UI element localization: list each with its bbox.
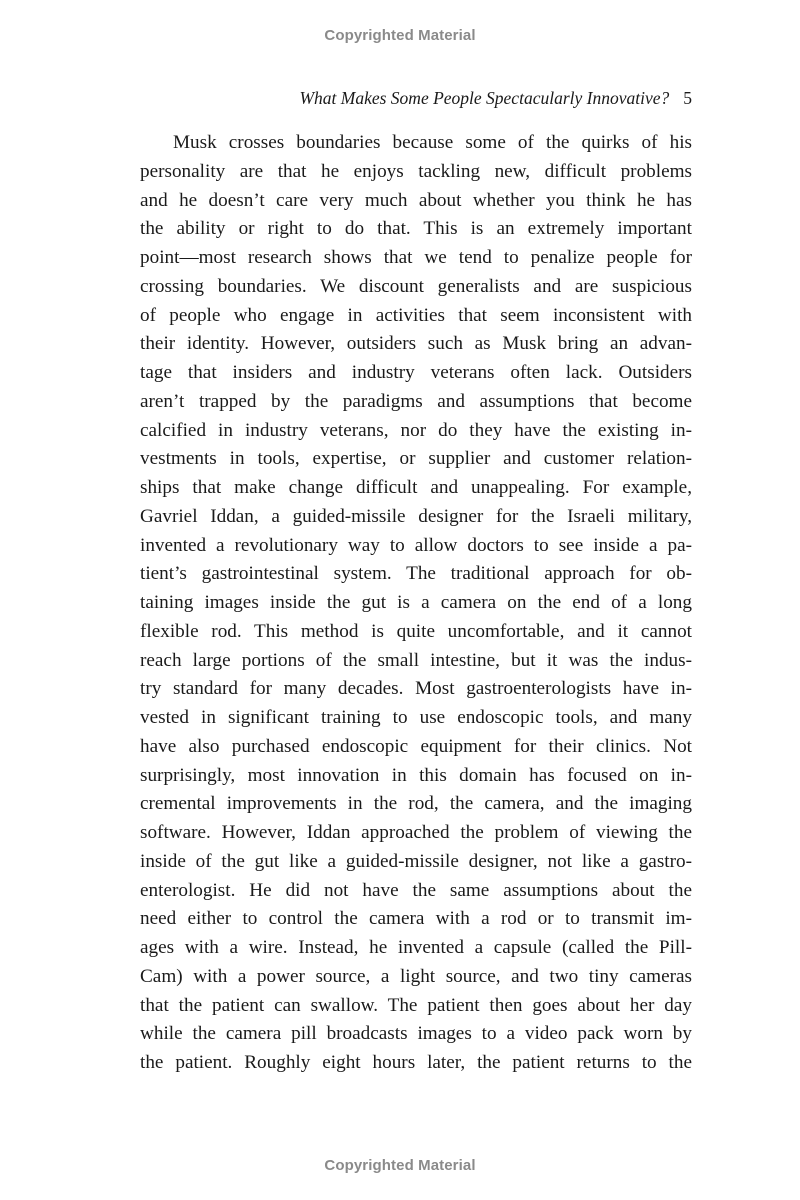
text-line: surprisingly, most innovation in this domain has focused on in- xyxy=(140,764,692,786)
text-line: while the camera pill broadcasts images to a video pack worn by xyxy=(140,1023,692,1045)
text-line: calcified in industry veterans, nor do they have the existing in- xyxy=(140,419,692,441)
text-line: software. However, Iddan approached the problem of viewing the xyxy=(140,822,692,843)
text-line: the ability or right to do that. This is an extremely important xyxy=(140,218,692,240)
text-line: and he doesn’t care very much about whether you think he has xyxy=(140,189,692,211)
text-line: crossing boundaries. We discount generalists and are suspicious xyxy=(140,275,692,297)
text-line: ships that make change difficult and unappealing. For example, xyxy=(140,477,692,498)
text-line: the patient. Roughly eight hours later, the patient returns to the xyxy=(140,1052,692,1073)
text-line: point—most research shows that we tend to penalize people for xyxy=(140,247,692,268)
text-line: ages with a wire. Instead, he invented a capsule (called the Pill- xyxy=(140,937,692,958)
text-line: inside of the gut like a guided-missile designer, not like a gastro- xyxy=(140,850,692,872)
text-line: Cam) with a power source, a light source, and two tiny cameras xyxy=(140,965,692,987)
text-line: vested in significant training to use endoscopic tools, and many xyxy=(140,707,692,728)
text-line: need either to control the camera with a rod or to transmit im- xyxy=(140,908,692,930)
running-header xyxy=(140,88,692,109)
text-line: invented a revolutionary way to allow doctors to see inside a pa- xyxy=(140,534,692,556)
text-line: tient’s gastrointestinal system. The traditional approach for ob- xyxy=(140,563,692,585)
text-line: Musk crosses boundaries because some of the quirks of his xyxy=(173,132,692,153)
text-line: of people who engage in activities that seem inconsistent with xyxy=(140,304,692,326)
page-number: 5 xyxy=(683,88,692,108)
text-line: try standard for many decades. Most gastroenterologists have in- xyxy=(140,678,692,700)
text-line: flexible rod. This method is quite uncomfortable, and it cannot xyxy=(140,620,692,642)
text-line: Gavriel Iddan, a guided-missile designer for the Israeli military, xyxy=(140,505,692,527)
text-line: their identity. However, outsiders such as Musk bring an advan- xyxy=(140,333,692,355)
copyright-watermark-bottom: Copyrighted Material xyxy=(324,1157,476,1174)
text-line: taining images inside the gut is a camera on the end of a long xyxy=(140,592,692,613)
text-line: have also purchased endoscopic equipment for their clinics. Not xyxy=(140,735,692,757)
text-line: that the patient can swallow. The patient then goes about her day xyxy=(140,994,692,1016)
chapter-title: What Makes Some People Spectacularly Innovative? xyxy=(299,88,670,108)
text-line: enterologist. He did not have the same assumptions about the xyxy=(140,879,692,901)
text-line: personality are that he enjoys tackling new, difficult problems xyxy=(140,160,692,182)
body-paragraph xyxy=(140,129,692,1078)
text-line: tage that insiders and industry veterans often lack. Outsiders xyxy=(140,362,692,383)
copyright-watermark-top: Copyrighted Material xyxy=(324,27,476,44)
text-line: vestments in tools, expertise, or supplier and customer relation- xyxy=(140,448,692,470)
text-line: cremental improvements in the rod, the camera, and the imaging xyxy=(140,793,692,815)
text-line: aren’t trapped by the paradigms and assumptions that become xyxy=(140,390,692,412)
text-line: reach large portions of the small intestine, but it was the indus- xyxy=(140,649,692,671)
